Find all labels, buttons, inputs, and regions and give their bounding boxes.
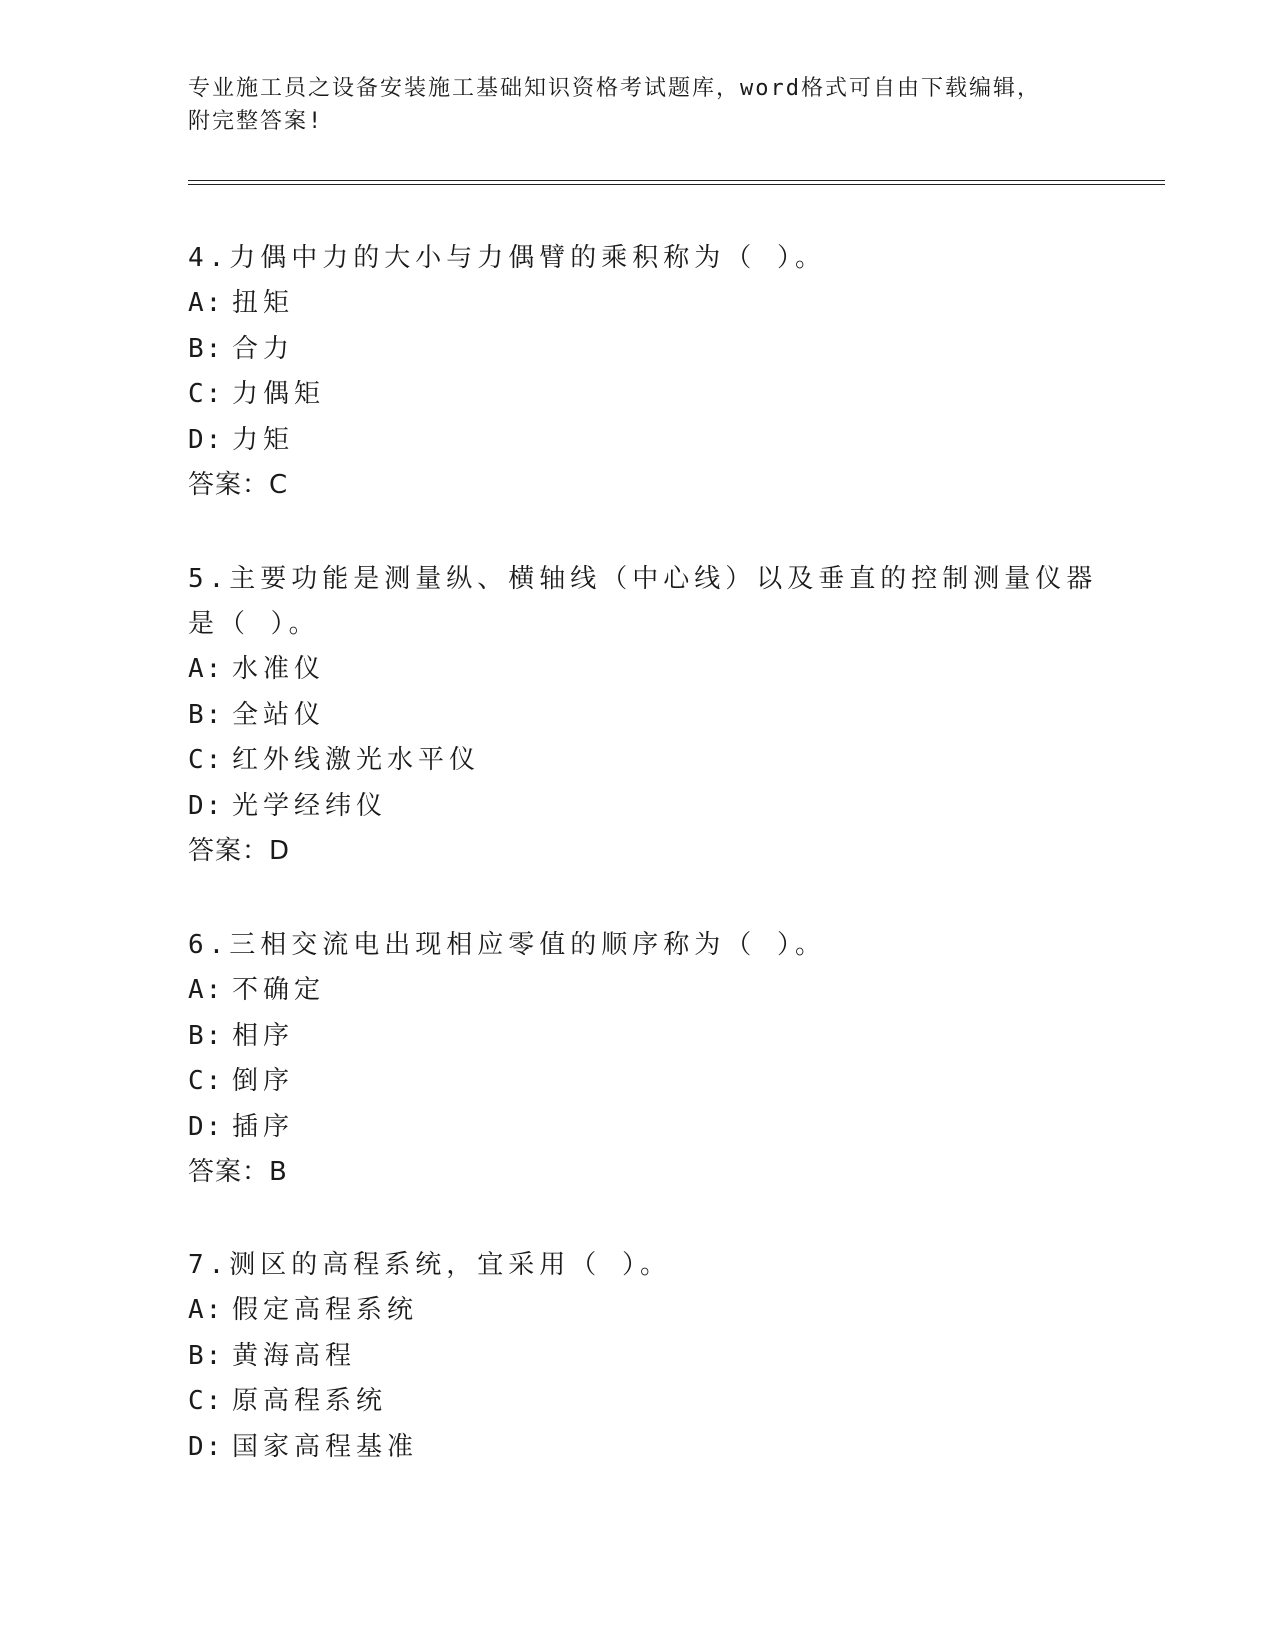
option-d (188, 784, 1108, 830)
option-text: 合力 (232, 333, 295, 364)
option-letter: A: (188, 288, 224, 318)
option-text: 全站仪 (232, 699, 326, 730)
option-letter: D: (188, 1431, 224, 1462)
option-d (188, 1105, 1108, 1151)
option-text: 相序 (232, 1020, 295, 1051)
option-b (188, 693, 1108, 739)
option-c (188, 1059, 1108, 1105)
option-b (188, 327, 1108, 373)
question-5 (188, 557, 1108, 874)
option-letter: C: (188, 379, 224, 409)
option-b (188, 1334, 1108, 1380)
document-header (188, 72, 1088, 138)
option-d (188, 1425, 1108, 1471)
question-6 (188, 923, 1108, 1195)
option-text: 不确定 (232, 975, 326, 1005)
header-divider-bottom (188, 184, 1165, 185)
question-7 (188, 1243, 1108, 1470)
option-text: 原高程系统 (232, 1386, 388, 1416)
option-letter: C: (188, 1066, 224, 1096)
option-letter: C: (188, 1386, 224, 1416)
option-letter: C: (188, 745, 224, 775)
option-text: 插序 (232, 1111, 295, 1142)
option-text: 红外线激光水平仪 (232, 745, 481, 775)
option-text: 倒序 (232, 1066, 295, 1096)
option-a (188, 968, 1108, 1014)
option-b (188, 1014, 1108, 1060)
question-stem: 5.主要功能是测量纵、横轴线（中心线）以及垂直的控制测量仪器是（ ）。 (188, 564, 1098, 639)
option-a (188, 1288, 1108, 1334)
question-stem: 6.三相交流电出现相应零值的顺序称为（ ）。 (188, 930, 826, 960)
option-text: 力矩 (232, 424, 295, 455)
question-stem: 4.力偶中力的大小与力偶臂的乘积称为（ ）。 (188, 243, 826, 273)
header-divider-top (188, 180, 1165, 181)
option-letter: B: (188, 699, 224, 730)
option-letter: D: (188, 1111, 224, 1142)
option-letter: D: (188, 424, 224, 455)
option-c (188, 738, 1108, 784)
option-letter: A: (188, 975, 224, 1005)
question-stem: 7.测区的高程系统，宜采用（ ）。 (188, 1250, 671, 1280)
answer-line: 答案：B (188, 1157, 288, 1187)
option-a (188, 281, 1108, 327)
option-a (188, 647, 1108, 693)
question-4 (188, 236, 1108, 508)
option-c (188, 1379, 1108, 1425)
option-letter: B: (188, 333, 224, 364)
answer-line: 答案：D (188, 836, 291, 866)
option-text: 黄海高程 (232, 1340, 357, 1371)
option-text: 扭矩 (232, 288, 295, 318)
option-letter: D: (188, 790, 224, 821)
option-d (188, 418, 1108, 464)
option-text: 水准仪 (232, 654, 326, 684)
option-text: 光学经纬仪 (232, 790, 388, 821)
option-letter: B: (188, 1020, 224, 1051)
option-text: 国家高程基准 (232, 1431, 419, 1462)
option-letter: B: (188, 1340, 224, 1371)
answer-line: 答案：C (188, 470, 289, 500)
option-text: 力偶矩 (232, 379, 326, 409)
option-letter: A: (188, 1295, 224, 1325)
option-letter: A: (188, 654, 224, 684)
option-text: 假定高程系统 (232, 1295, 419, 1325)
header-line-1: 专业施工员之设备安装施工基础知识资格考试题库，word格式可自由下载编辑， (188, 76, 1041, 101)
header-line-2: 附完整答案! (188, 109, 324, 134)
option-c (188, 372, 1108, 418)
